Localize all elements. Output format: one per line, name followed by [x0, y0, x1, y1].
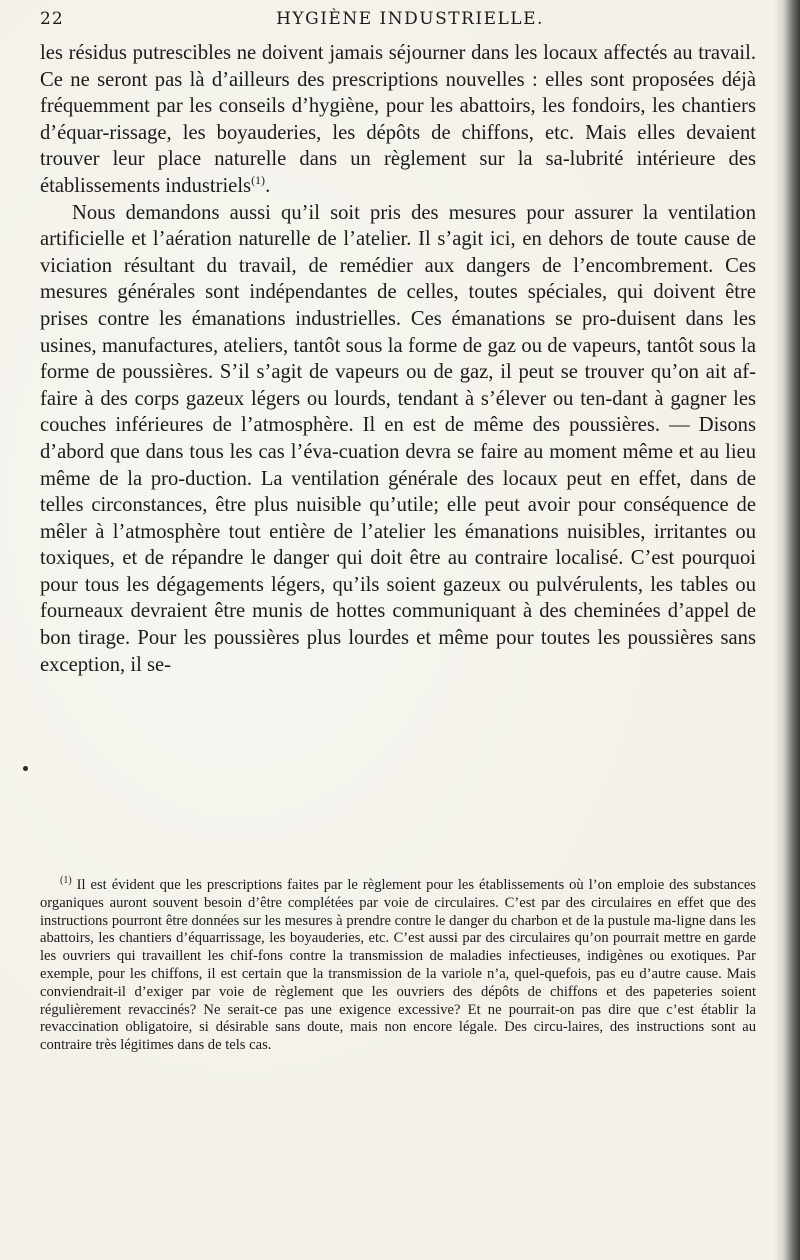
- paragraph-2: Nous demandons aussi qu’il soit pris des mesures pour assurer la ventilation artificielle et l’aération naturelle de l’atelier. Il s’agit ici, en dehors de toute cause de viciation résultant du travail, de remédier aux dangers de l’encombrement. Ces mesures générales sont indépendantes de celles, toutes spéciales, qui doivent être prises contre les émanations industrielles. Ces émanations se pro-duisent dans les usines, manufactures, ateliers, tantôt sous la forme de gaz ou de vapeurs, tantôt sous la forme de poussières. S’il s’agit de vapeurs ou de gaz, il peut se trouver qu’on ait af-faire à des corps gazeux légers ou lourds, tendant à s’élever ou ten-dant à gagner les couches inférieures de l’atmosphère. Il en est de même des poussières. — Disons d’abord que dans tous les cas l’éva-cuation devra se faire au moment même et au lieu même de la pro-duction. La ventilation générale des locaux peut en effet, dans de telles circonstances, être plus nuisible qu’utile; elle peut avoir pour conséquence de mêler à l’atmosphère tout entière de l’atelier les émanations nuisibles, irritantes ou toxiques, et de répandre le danger qui doit être au contraire localisé. C’est pourquoi pour tous les dégagements légers, qu’ils soient gazeux ou pulvérulents, les tables ou fourneaux devraient être munis de hottes communiquant à des cheminées d’appel de bon tirage. Pour les poussières plus lourdes et même pour toutes les poussières sans exception, il se-: [40, 201, 756, 676]
- margin-ink-dot: [23, 766, 28, 771]
- paragraph-1-text: les résidus putrescibles ne doivent jamais séjourner dans les locaux affectés au travail. Ce ne seront pas là d’ailleurs des prescriptions nouvelles : elles sont proposées déjà fréquemment par les conseils d’hygiène, pour les abattoirs, les fondoirs, les chantiers d’équar-rissage, les boyauderies, les dépôts de chiffons, etc. Mais elles devaient trouver leur place naturelle dans un règlement sur la sa-lubrité intérieure des établissements industriels: [40, 42, 756, 197]
- main-text: [40, 40, 756, 678]
- page-edge-shadow: [774, 0, 800, 1260]
- running-title: HYGIÈNE INDUSTRIELLE.: [276, 9, 544, 29]
- footnote-text: Il est évident que les prescriptions faites par le règlement pour les établissements où l’on emploie des substances organiques auront souvent besoin d’être complétées par voie de circulaires. C’est par des circulaires en effet que des instructions pourront être données sur les mesures à prendre contre le danger du charbon et de la pustule ma-ligne dans les abattoirs, les chantiers d’équarrissage, les boyauderies, etc. C’est aussi par des circulaires qu’on pourrait mettre en garde les ouvriers qui travaillent les chif-fons contre la transmission de maladies infectieuses, indigènes ou exotiques. Par exemple, pour les chiffons, il est certain que la transmission de la variole n’a, quel-quefois, pas eu d’autre cause. Mais conviendrait-il d’exiger par voie de règlement que les ouvriers des dépôts de chiffons et des papeteries soient régulièrement revaccinés? Ne serait-ce pas une exigence excessive? Et ne pourrait-on pas dire que c’est établir la revaccination obligatoire, si désirable sans doute, mais non encore légale. Des circu-laires, des instructions sont au contraire très légitimes dans de tels cas.: [40, 877, 756, 1054]
- paragraph-1-end: .: [265, 174, 271, 197]
- footnote-reference: (1): [251, 173, 266, 188]
- page-number: 22: [40, 9, 64, 29]
- paragraph-1: [40, 40, 756, 200]
- footnote: [40, 877, 756, 1055]
- footnote-mark: (1): [60, 875, 72, 887]
- page-header: [40, 9, 756, 39]
